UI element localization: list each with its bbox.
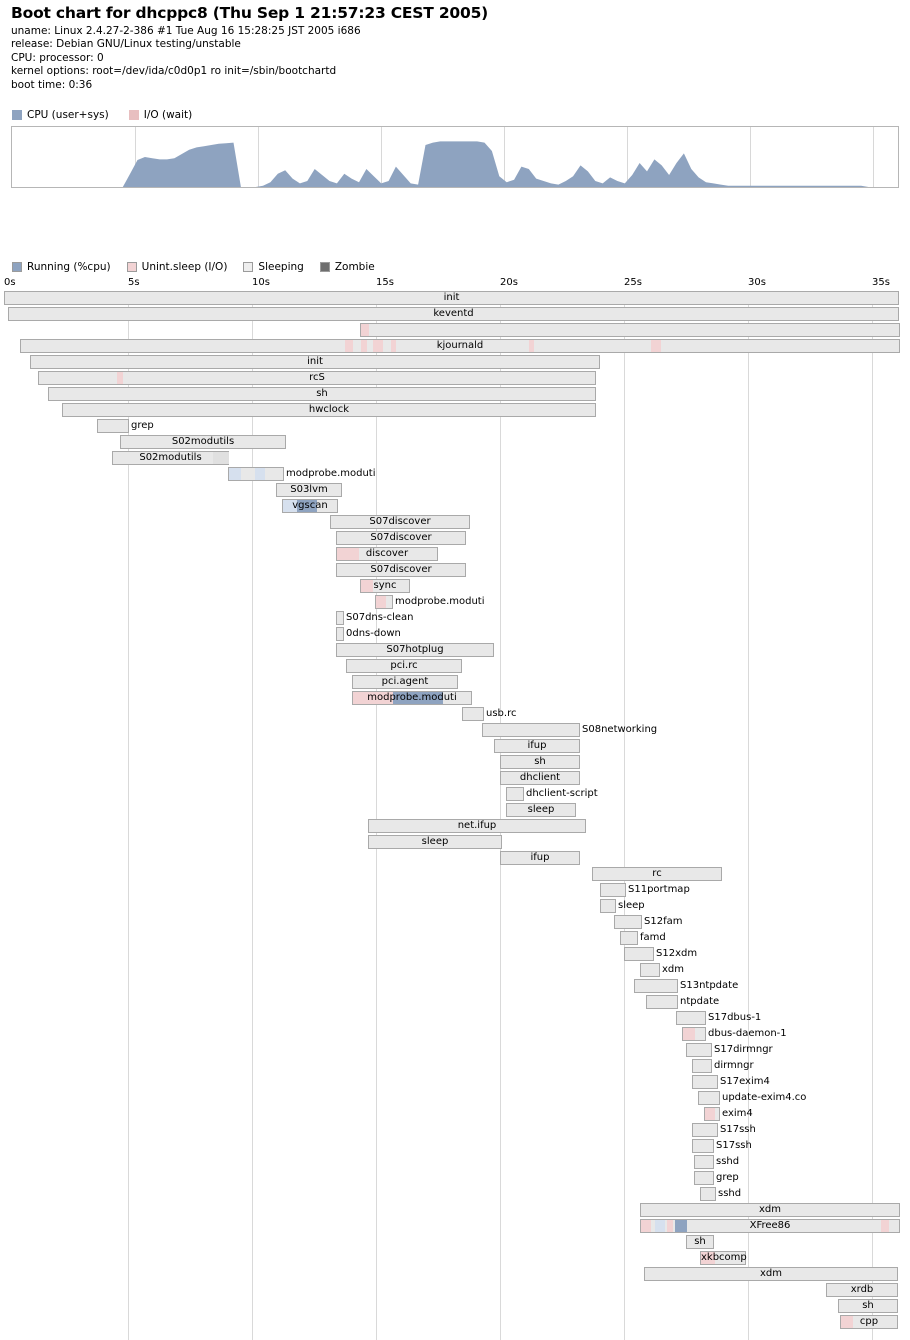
cpu-legend-item xyxy=(129,109,193,121)
process-bar-label: sh xyxy=(534,756,546,767)
process-bar-label: 0dns-down xyxy=(346,628,401,639)
process-bar-label: sleep xyxy=(618,900,645,911)
process-bar-label: modprobe.moduti xyxy=(367,692,457,703)
process-bar-label: dirmngr xyxy=(714,1060,754,1071)
process-bar-label: net.ifup xyxy=(457,820,497,831)
process-bar-label: dbus-daemon-1 xyxy=(708,1028,787,1039)
axis-tick-label: 20s xyxy=(500,277,518,288)
process-bar-label: usb.rc xyxy=(486,708,517,719)
process-bar-segment xyxy=(255,468,265,480)
process-bar-segment xyxy=(361,324,369,336)
process-bar[interactable] xyxy=(368,835,502,849)
process-bar-label: S02modutils xyxy=(139,452,202,463)
process-bar[interactable] xyxy=(676,1011,762,1025)
process-bar-label: sh xyxy=(694,1236,706,1247)
process-bar[interactable] xyxy=(120,435,286,449)
process-bar-label: S07discover xyxy=(369,516,431,527)
release-line: release: Debian GNU/Linux testing/unstable xyxy=(11,38,241,51)
cpu-line: CPU: processor: 0 xyxy=(11,51,104,64)
cpu-area-series xyxy=(12,127,898,187)
process-bar[interactable] xyxy=(592,867,722,881)
process-bar[interactable] xyxy=(694,1155,740,1169)
process-bar-label: exim4 xyxy=(722,1108,753,1119)
chart-header xyxy=(11,4,901,92)
process-bar[interactable] xyxy=(700,1251,746,1265)
process-bar[interactable] xyxy=(375,595,485,609)
axis-tick-label: 35s xyxy=(872,277,890,288)
process-bar[interactable] xyxy=(826,1283,898,1297)
process-bar[interactable] xyxy=(640,1219,900,1233)
axis-tick-label: 30s xyxy=(748,277,766,288)
process-bar-label: rc xyxy=(652,868,662,879)
cpu-legend-item xyxy=(12,109,109,121)
process-bar-label: vgscan xyxy=(292,500,328,511)
process-bar[interactable] xyxy=(624,947,698,961)
process-bar[interactable] xyxy=(30,355,600,369)
process-bar-label: S17dbus-1 xyxy=(708,1012,762,1023)
process-chart-legend xyxy=(12,261,391,273)
legend-swatch-icon xyxy=(320,262,330,272)
process-legend-item xyxy=(127,261,228,273)
process-bar[interactable] xyxy=(48,387,596,401)
process-bar-label: S12xdm xyxy=(656,948,698,959)
legend-swatch-icon xyxy=(127,262,137,272)
process-bar[interactable] xyxy=(506,787,598,801)
axis-tick-label: 25s xyxy=(624,277,642,288)
gantt-gridline xyxy=(748,291,749,1340)
process-bar-label: xrdb xyxy=(850,1284,874,1295)
process-bar-label: S02modutils xyxy=(171,436,235,447)
process-bar[interactable] xyxy=(336,547,438,561)
process-bar[interactable] xyxy=(646,995,720,1009)
process-bar[interactable] xyxy=(840,1315,898,1329)
process-bar-label: S17dirmngr xyxy=(714,1044,773,1055)
uname-line: uname: Linux 2.4.27-2-386 #1 Tue Aug 16 15:28:25 JST 2005 i686 xyxy=(11,25,361,37)
process-bar[interactable] xyxy=(838,1299,898,1313)
process-bar-label: sh xyxy=(316,388,328,399)
process-bar[interactable] xyxy=(62,403,596,417)
process-bar-label: modprobe.moduti xyxy=(286,468,376,479)
process-bar-label: sh xyxy=(862,1300,874,1311)
process-bar[interactable] xyxy=(620,931,666,945)
axis-tick-label: 5s xyxy=(128,277,140,288)
process-bar-label: S07discover xyxy=(370,564,432,575)
process-bar-label: rcS xyxy=(309,372,325,383)
process-bar-label: pci.agent xyxy=(381,676,429,687)
legend-swatch-icon xyxy=(243,262,253,272)
process-bar-label: S17exim4 xyxy=(720,1076,770,1087)
process-bar[interactable] xyxy=(692,1139,752,1153)
process-bar[interactable] xyxy=(644,1267,898,1281)
process-bar[interactable] xyxy=(640,1203,900,1217)
process-legend-item xyxy=(243,261,303,273)
kernel-options-line: kernel options: root=/dev/ida/c0d0p1 ro init=/sbin/bootchartd xyxy=(11,65,337,78)
legend-swatch-icon xyxy=(12,262,22,272)
process-legend-item xyxy=(12,261,111,273)
cpu-chart-legend xyxy=(12,109,206,121)
process-bar[interactable] xyxy=(692,1059,754,1073)
process-bar[interactable] xyxy=(360,579,410,593)
process-bar-label: cpp xyxy=(859,1316,879,1327)
gantt-gridline xyxy=(872,291,873,1340)
process-bar[interactable] xyxy=(276,483,342,497)
process-bar-label: S12fam xyxy=(644,916,683,927)
process-bar-label: S13ntpdate xyxy=(680,980,739,991)
process-bar[interactable] xyxy=(336,627,401,641)
process-bar[interactable] xyxy=(352,691,472,705)
process-bar-label: update-exim4.co xyxy=(722,1092,807,1103)
process-bar[interactable] xyxy=(368,819,586,833)
process-bar[interactable] xyxy=(228,467,376,481)
process-bar-label: hwclock xyxy=(308,404,350,415)
process-bar[interactable] xyxy=(97,419,154,433)
cpu-utilization-chart xyxy=(11,126,899,188)
process-bar-label: xkbcomp xyxy=(701,1252,747,1263)
process-legend-label: Running (%cpu) xyxy=(27,261,111,273)
axis-tick-label: 10s xyxy=(252,277,270,288)
process-bar-label: init xyxy=(443,292,460,303)
process-bar[interactable] xyxy=(700,1187,742,1201)
process-bar-label: grep xyxy=(131,420,154,431)
process-bar-segment xyxy=(705,1108,715,1120)
process-bar[interactable] xyxy=(500,771,580,785)
boot-time-line: boot time: 0:36 xyxy=(11,78,93,91)
process-bar[interactable] xyxy=(336,643,494,657)
process-bar-label: modprobe.moduti xyxy=(395,596,485,607)
process-bar[interactable] xyxy=(336,563,466,577)
process-bar[interactable] xyxy=(682,1027,787,1041)
process-bar-label: XFree86 xyxy=(749,1220,791,1231)
process-bar-label: S11portmap xyxy=(628,884,690,895)
process-bar-label: sleep xyxy=(527,804,555,815)
gantt-gridline xyxy=(500,291,501,1340)
process-bar-segment xyxy=(269,468,277,480)
process-bar-label: sshd xyxy=(716,1156,740,1167)
process-bar-segment xyxy=(243,468,253,480)
process-legend-label: Zombie xyxy=(334,261,375,273)
process-bar-label: init xyxy=(307,356,323,367)
process-bar[interactable] xyxy=(336,611,414,625)
process-bar-label: xdm xyxy=(758,1204,781,1215)
page-title: Boot chart for dhcppc8 (Thu Sep 1 21:57:23 CEST 2005) xyxy=(11,4,489,22)
process-bar[interactable] xyxy=(634,979,739,993)
process-bar-label: kjournald xyxy=(436,340,484,351)
process-bar[interactable] xyxy=(494,739,580,753)
process-gantt-chart xyxy=(0,291,910,1340)
process-bar-label: S03lvm xyxy=(290,484,328,495)
process-bar-label: famd xyxy=(640,932,666,943)
process-bar[interactable] xyxy=(694,1171,739,1185)
process-bar-label: S07discover xyxy=(370,532,432,543)
process-legend-label: Unint.sleep (I/O) xyxy=(141,261,228,273)
process-bar[interactable] xyxy=(600,899,645,913)
process-bar[interactable] xyxy=(112,451,229,465)
process-bar-segment xyxy=(683,1028,695,1040)
process-bar-label: S07hotplug xyxy=(386,644,444,655)
process-bar[interactable] xyxy=(500,851,580,865)
process-bar-label: ifup xyxy=(530,852,550,863)
process-bar[interactable] xyxy=(686,1235,714,1249)
process-bar-label: discover xyxy=(365,548,409,559)
process-legend-label: Sleeping xyxy=(258,261,304,273)
process-bar[interactable] xyxy=(352,675,458,689)
gantt-gridline xyxy=(624,291,625,1340)
gantt-gridline xyxy=(376,291,377,1340)
cpu-legend-label: CPU (user+sys) xyxy=(27,109,109,121)
process-bar-label: S17ssh xyxy=(720,1124,756,1135)
process-bar-label: ifup xyxy=(527,740,547,751)
process-legend-item xyxy=(320,261,375,273)
process-bar[interactable] xyxy=(8,307,899,321)
process-bar[interactable] xyxy=(686,1043,773,1057)
process-bar[interactable] xyxy=(330,515,470,529)
process-bar[interactable] xyxy=(704,1107,753,1121)
process-bar-label: xdm xyxy=(662,964,685,975)
process-bar[interactable] xyxy=(4,291,899,305)
process-bar[interactable] xyxy=(692,1075,770,1089)
legend-swatch-icon xyxy=(129,110,139,120)
process-bar[interactable] xyxy=(346,659,462,673)
process-bar-label: dhclient-script xyxy=(526,788,598,799)
time-axis xyxy=(0,277,910,291)
process-bar[interactable] xyxy=(336,531,466,545)
process-bar[interactable] xyxy=(698,1091,807,1105)
process-bar[interactable] xyxy=(692,1123,756,1137)
process-bar[interactable] xyxy=(38,371,596,385)
process-bar-label: xdm xyxy=(759,1268,782,1279)
cpu-legend-label: I/O (wait) xyxy=(143,109,193,121)
process-bar[interactable] xyxy=(20,339,900,353)
process-bar-segment xyxy=(376,596,386,608)
process-bar-label: pci.rc xyxy=(390,660,418,671)
process-bar-label: S17ssh xyxy=(716,1140,752,1151)
process-bar[interactable] xyxy=(282,499,338,513)
axis-tick-label: 0s xyxy=(4,277,16,288)
process-bar[interactable] xyxy=(500,755,580,769)
process-bar-label: sleep xyxy=(421,836,449,847)
axis-tick-label: 15s xyxy=(376,277,394,288)
process-bar-label: S08networking xyxy=(582,724,658,735)
process-bar[interactable] xyxy=(614,915,683,929)
process-bar[interactable] xyxy=(462,707,517,721)
process-bar[interactable] xyxy=(506,803,576,817)
process-bar[interactable] xyxy=(640,963,685,977)
process-bar-label: grep xyxy=(716,1172,739,1183)
process-bar-label: sync xyxy=(373,580,397,591)
process-bar[interactable] xyxy=(600,883,690,897)
process-bar-label: dhclient xyxy=(519,772,561,783)
process-bar[interactable] xyxy=(360,323,900,337)
process-bar-label: keventd xyxy=(433,308,474,319)
process-bar[interactable] xyxy=(482,723,658,737)
process-bar-label: sshd xyxy=(718,1188,742,1199)
process-bar-label: ntpdate xyxy=(680,996,720,1007)
process-bar-segment xyxy=(229,468,241,480)
process-bar-label: S07dns-clean xyxy=(346,612,414,623)
legend-swatch-icon xyxy=(12,110,22,120)
